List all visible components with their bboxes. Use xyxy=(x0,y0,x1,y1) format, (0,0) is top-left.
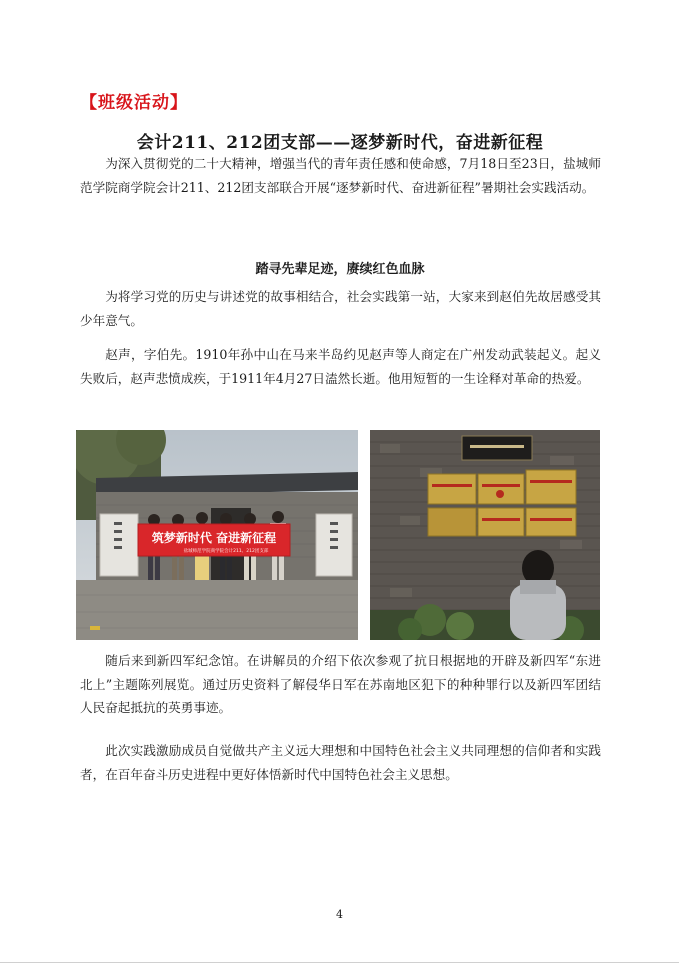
section-tag: 【班级活动】 xyxy=(80,93,188,113)
intro-paragraph: 为深入贯彻党的二十大精神，增强当代的青年责任感和使命感，7月18日至23日，盐城师范学院商学院会计211、212团支部联合开展“逐梦新时代、奋进新征程”暑期社会实践活动。 xyxy=(80,156,601,195)
group-photo xyxy=(76,430,358,640)
banner-text: 筑梦新时代 奋进新征程 xyxy=(151,531,277,545)
article-title: 会计211、212团支部——逐梦新时代，奋进新征程 xyxy=(136,133,544,153)
paragraph-2: 赵声，字伯先。1910年孙中山在马来半岛约见赵声等人商定在广州发动武装起义。起义失败后，赵声悲愤成疾，于1911年4月27日溘然长逝。他用短暂的一生诠释对革命的热爱。 xyxy=(80,347,601,386)
divider xyxy=(0,962,679,963)
page-number: 4 xyxy=(336,908,343,921)
subheading: 踏寻先辈足迹，赓续红色血脉 xyxy=(255,262,425,277)
paragraph-1: 为将学习党的历史与讲述党的故事相结合，社会实践第一站，大家来到赵伯先故居感受其少年意气。 xyxy=(80,289,601,328)
banner-subtext: 盐城师范学院商学院会计211、212团支部 xyxy=(183,549,269,554)
paragraph-4: 此次实践激励成员自觉做共产主义远大理想和中国特色社会主义共同理想的信仰者和实践者，在百年奋斗历史进程中更好体悟新时代中国特色社会主义思想。 xyxy=(80,743,601,782)
paragraph-3: 随后来到新四军纪念馆。在讲解员的介绍下依次参观了抗日根据地的开辟及新四军“东进北上”主题陈列展览。通过历史资料了解侵华日军在苏南地区犯下的种种罪行以及新四军团结人民奋起抵抗的英勇事迹。 xyxy=(80,653,601,715)
plaque-wall-photo xyxy=(370,430,600,640)
